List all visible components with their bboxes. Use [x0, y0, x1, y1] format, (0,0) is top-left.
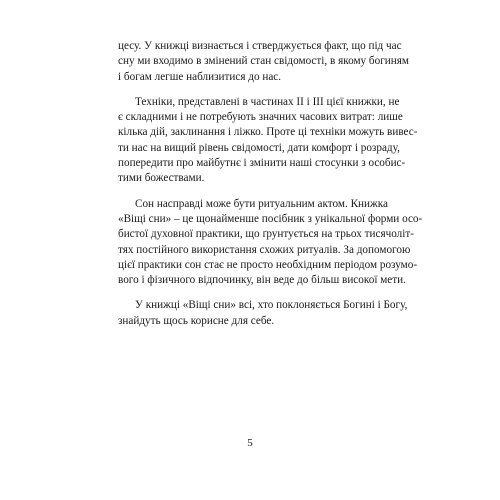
paragraph-4: [118, 298, 408, 329]
text-line: сну ми входимо в змінений стан свідомості, в якому богиням: [118, 55, 410, 68]
page-number: 5: [247, 437, 253, 449]
body-text: [118, 39, 423, 339]
text-line: У книжці «Віщі сни» всі, хто поклоняється Богині і Богу,: [135, 299, 408, 312]
text-line: Техніки, представлені в частинах II і III цієї книжки, не: [135, 95, 400, 108]
text-line: цієї практики сон стає не просто необхідним періодом розумо-: [118, 258, 418, 271]
text-line: Сон насправді може бути ритуальним актом. Книжка: [135, 197, 388, 210]
paragraph-1: [118, 39, 410, 85]
text-line: попередити про майбутнє і змінити наші стосунки з особис-: [118, 157, 406, 170]
text-line: «Віщі сни» – це щонайменше посібник з унікальної форми осо-: [118, 212, 423, 225]
text-line: бистої духовної практики, що ґрунтується на трьох тисячоліт-: [118, 228, 414, 241]
text-line: є складними і не потребують значних часових витрат: лише: [118, 111, 403, 124]
text-line: цесу. У книжці визнається і стверджується факт, що під час: [118, 40, 402, 52]
text-line: тях постійного використання схожих ритуалів. За допомогою: [118, 243, 411, 256]
text-line: ти нас на вищий рівень свідомості, дати комфорт і розраду,: [118, 141, 400, 154]
text-line: тими божествами.: [118, 172, 205, 185]
paragraph-3: [118, 197, 423, 289]
paragraph-2: [118, 95, 418, 187]
text-line: кілька дій, заклинання і ліжко. Проте ці техніки можуть вивес-: [118, 126, 418, 139]
text-line: знайдуть щось корисне для себе.: [118, 314, 275, 327]
text-line: вого і фізичного відпочинку, він веде до більш високої мети.: [118, 274, 406, 287]
text-line: і богам легше наблизитися до нас.: [118, 70, 282, 83]
